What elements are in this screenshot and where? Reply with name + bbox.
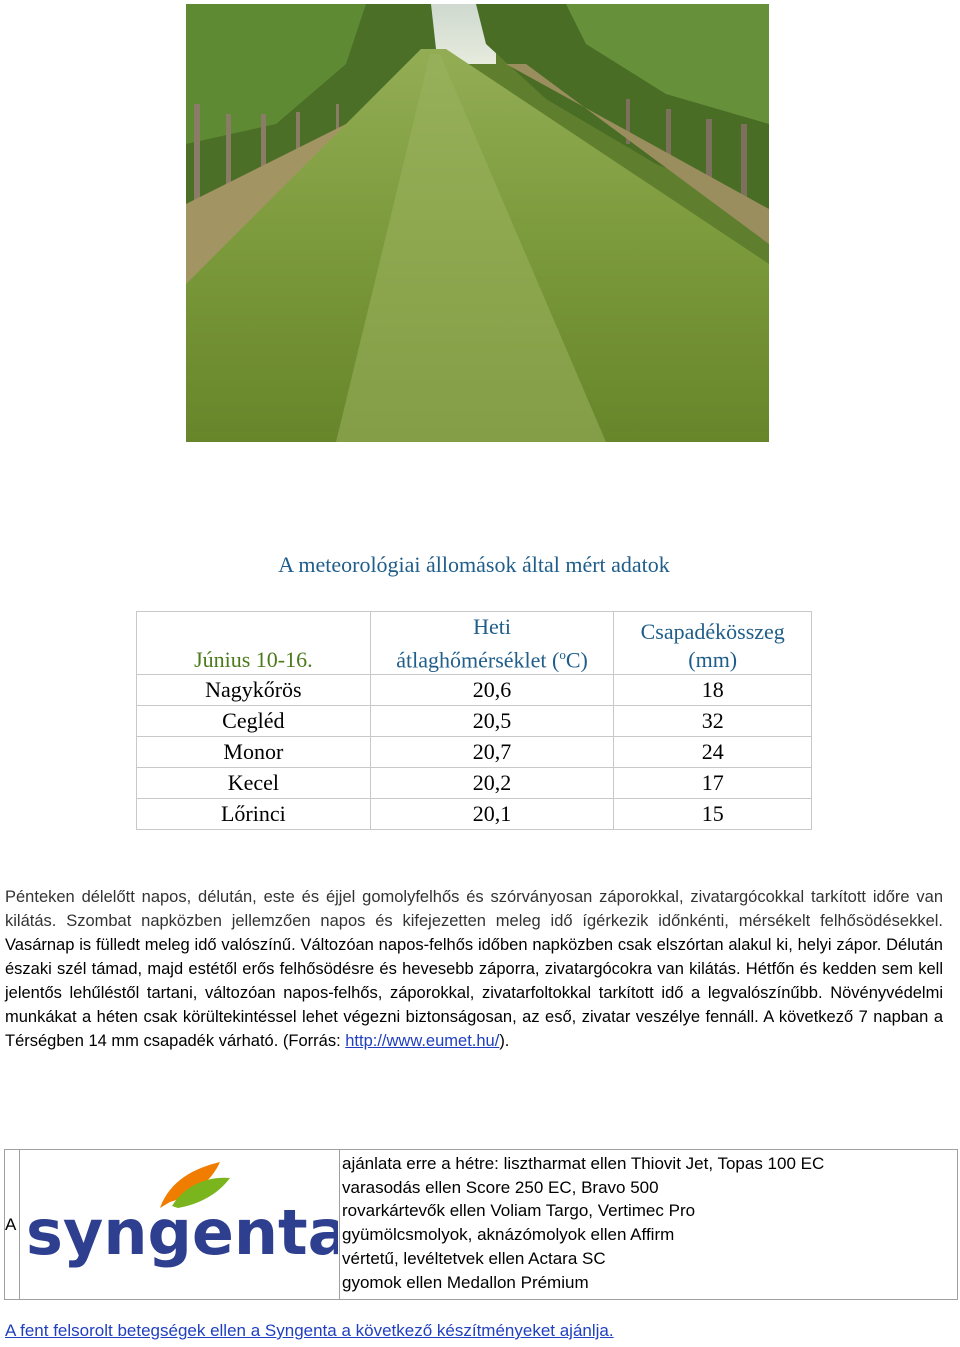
forecast-part2: Szombat napközben jellemzően napos és kifejezetten meleg idő ígérkezik időnkénti, mérsékelt felhősödésekkel. (56, 912, 943, 930)
forecast-part3: Vasárnap is fülledt meleg idő valószínű. (5, 936, 296, 954)
a-label: A (5, 1150, 20, 1300)
offer-line: gyümölcsmolyok, aknázómolyok ellen Affirm (342, 1225, 675, 1245)
rain-value: 24 (614, 737, 812, 768)
syngenta-logo (20, 1150, 340, 1300)
syngenta-wordmark: syngenta (26, 1196, 338, 1269)
forecast-part4: Változóan napos-felhős időben napközben csak elszórtan alakul ki, helyi zápor. (295, 936, 882, 954)
page-heading: A meteorológiai állomások által mért adatok (278, 552, 670, 577)
weather-table (136, 611, 812, 830)
temp-value: 20,7 (370, 737, 614, 768)
offer-line: gyomok ellen Medallon Prémium (342, 1272, 589, 1292)
table-row (137, 737, 812, 768)
date-range-label: Június 10-16. (137, 612, 371, 675)
temp-header-line2-post: C) (565, 647, 588, 672)
rain-value: 17 (614, 768, 812, 799)
station-name: Lőrinci (137, 799, 371, 830)
station-name: Kecel (137, 768, 371, 799)
forecast-part6: Hétfőn és kedden sem kell jelentős lehűléstől tartani, változóan napos-felhős, záporokkal, zivatarfoltokkal tarkított idő a legvalószínűbb. (5, 960, 943, 1002)
temp-value: 20,6 (370, 675, 614, 706)
forecast-part1: Pénteken délelőtt napos, délután, este és éjjel gomolyfelhős és szórványosan záporokkal, zivatargócokkal tarkított időre van kilátás. (5, 888, 943, 930)
table-row (137, 799, 812, 830)
temp-value: 20,1 (370, 799, 614, 830)
weather-table-header (137, 612, 812, 675)
syngenta-leaf-logo (20, 1150, 338, 1294)
rain-header-line1: Csapadékösszeg (640, 619, 785, 644)
offer-line: vértetű, levéltetvek ellen Actara SC (342, 1248, 606, 1268)
table-row (137, 675, 812, 706)
footer-link[interactable]: A fent felsorolt betegségek ellen a Syngenta a következő készítményeket ajánlja. (5, 1321, 614, 1340)
temp-column-header (370, 612, 614, 675)
offer-line: varasodás ellen Score 250 EC, Bravo 500 (342, 1177, 659, 1197)
offer-line: ajánlata erre a hétre: lisztharmat ellen Thiovit Jet, Topas 100 EC (342, 1154, 825, 1173)
temp-header-line1: Heti (473, 613, 511, 639)
station-name: Cegléd (137, 706, 371, 737)
temp-value: 20,2 (370, 768, 614, 799)
rain-column-header (614, 612, 812, 675)
rain-value: 15 (614, 799, 812, 830)
syngenta-offer-table (4, 1149, 958, 1300)
temp-header-line2-pre: átlaghőmérséklet ( (396, 647, 560, 672)
station-name: Nagykőrös (137, 675, 371, 706)
temp-value: 20,5 (370, 706, 614, 737)
rain-header-line2: (mm) (688, 647, 738, 672)
rain-value: 18 (614, 675, 812, 706)
station-name: Monor (137, 737, 371, 768)
offer-line: rovarkártevők ellen Voliam Targo, Vertimec Pro (342, 1201, 696, 1221)
degree-sup: o (559, 646, 566, 662)
source-link[interactable]: http://www.eumet.hu/ (345, 1032, 500, 1050)
forecast-part5: Délután északi szél támad, majd estétől erős felhősödésre és hevesebb záporra, zivatargócokra van kilátás. (5, 936, 943, 978)
forecast-part8: A következő 7 napban a Térségben 14 mm csapadék várható. (Forrás: (5, 1008, 944, 1050)
table-row (137, 768, 812, 799)
offer-text (340, 1150, 958, 1300)
orchard-photo (186, 4, 769, 442)
forecast-part9: ). (499, 1032, 510, 1050)
table-row (137, 706, 812, 737)
forecast-paragraph (5, 885, 943, 1053)
forecast-part7: Növényvédelmi munkákat a héten csak körültekintéssel lehet végezni biztonságosan, az eső, zivatar veszélye fennáll. (5, 984, 943, 1026)
rain-value: 32 (614, 706, 812, 737)
